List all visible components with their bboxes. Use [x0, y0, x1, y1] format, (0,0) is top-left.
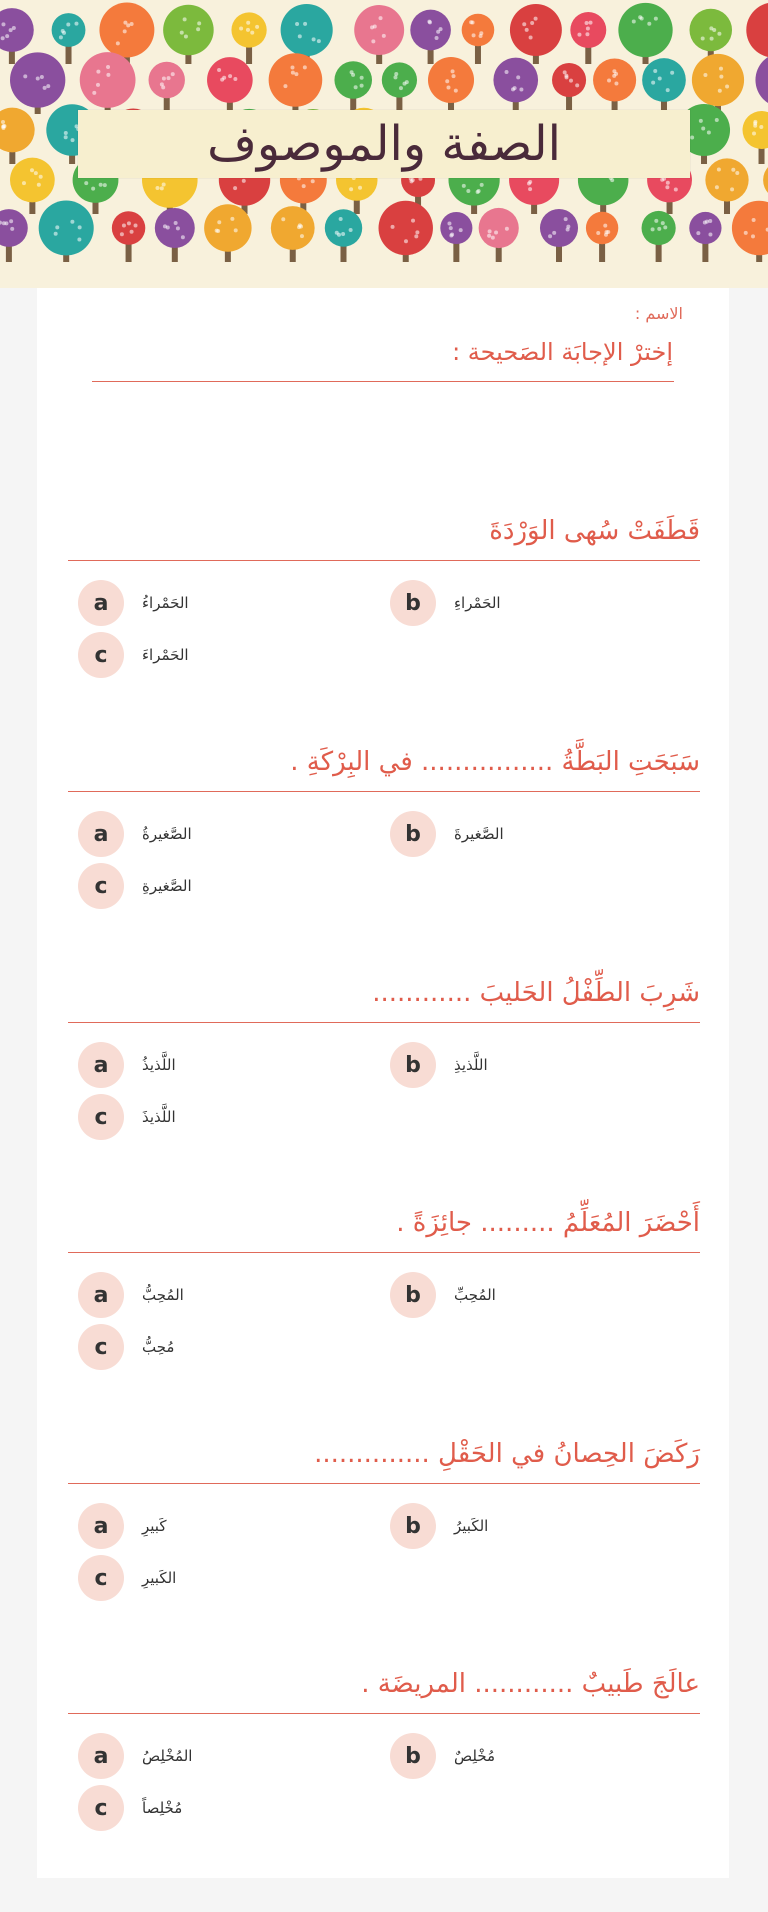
option-label: الحَمْراءِ — [454, 594, 501, 612]
option-label: المُخْلِصُ — [142, 1747, 193, 1765]
question-text: سَبَحَتِ البَطَّةُ ................ في البِرْكَةِ . — [290, 747, 700, 777]
question-divider — [68, 1252, 700, 1253]
option-label: مُخْلِصٌ — [454, 1747, 496, 1765]
instruction-divider — [92, 381, 674, 382]
option-label: اللَّذيذَ — [142, 1108, 176, 1126]
option-a[interactable] — [78, 1272, 184, 1318]
option-a[interactable] — [78, 811, 192, 857]
option-a[interactable] — [78, 1503, 166, 1549]
option-letter: c — [78, 632, 124, 678]
question-divider — [68, 1022, 700, 1023]
option-label: الصَّغيرةِ — [142, 877, 192, 895]
option-label: الكَبيرِ — [142, 1569, 177, 1587]
option-label: المُحِبِّ — [454, 1286, 496, 1304]
option-a[interactable] — [78, 1733, 192, 1779]
option-letter: b — [390, 811, 436, 857]
question-text: شَرِبَ الطِّفْلُ الحَليبَ ............ — [372, 978, 700, 1008]
option-letter: b — [390, 1042, 436, 1088]
page-title: الصفة والموصوف — [207, 116, 561, 172]
option-b[interactable] — [390, 811, 504, 857]
option-letter: c — [78, 1555, 124, 1601]
question-text: قَطَفَتْ سُهى الوَرْدَةَ — [489, 516, 700, 546]
option-letter: b — [390, 580, 436, 626]
option-letter: b — [390, 1272, 436, 1318]
question-divider — [68, 1713, 700, 1714]
title-box — [78, 110, 690, 178]
option-letter: a — [78, 1733, 124, 1779]
option-label: الصَّغيرةُ — [142, 825, 192, 843]
option-label: الصَّغيرةَ — [454, 825, 504, 843]
option-c[interactable] — [78, 863, 192, 909]
option-letter: c — [78, 1324, 124, 1370]
option-letter: a — [78, 580, 124, 626]
question-text: أَحْضَرَ المُعَلِّمُ ......... جائِزَةً . — [396, 1208, 700, 1238]
option-letter: b — [390, 1733, 436, 1779]
name-label: الاسم : — [634, 304, 683, 323]
option-c[interactable] — [78, 1555, 176, 1601]
option-a[interactable] — [78, 580, 189, 626]
instruction: إخترْ الإجابَة الصَحيحة : — [452, 338, 673, 366]
option-letter: c — [78, 1094, 124, 1140]
option-label: المُحِبُّ — [142, 1286, 184, 1304]
option-c[interactable] — [78, 1785, 182, 1831]
option-label: مُخْلِصاً — [142, 1799, 183, 1817]
option-letter: c — [78, 1785, 124, 1831]
option-a[interactable] — [78, 1042, 176, 1088]
question-text: عالَجَ طَبيبٌ ............ المريضَة . — [361, 1669, 700, 1699]
option-letter: a — [78, 1042, 124, 1088]
option-b[interactable] — [390, 1042, 488, 1088]
option-c[interactable] — [78, 1094, 176, 1140]
option-label: الحَمْراءُ — [142, 594, 189, 612]
question-text: رَكَضَ الحِصانُ في الحَقْلِ .............. — [314, 1439, 700, 1469]
option-c[interactable] — [78, 1324, 174, 1370]
option-letter: c — [78, 863, 124, 909]
option-b[interactable] — [390, 1733, 495, 1779]
option-label: اللَّذيذِ — [454, 1056, 488, 1074]
option-letter: b — [390, 1503, 436, 1549]
option-label: اللَّذيذُ — [142, 1056, 176, 1074]
header-banner — [0, 0, 768, 288]
option-b[interactable] — [390, 1503, 488, 1549]
option-letter: a — [78, 811, 124, 857]
option-letter: a — [78, 1272, 124, 1318]
question-divider — [68, 1483, 700, 1484]
option-b[interactable] — [390, 1272, 496, 1318]
option-label: الكَبيرُ — [454, 1517, 489, 1535]
option-c[interactable] — [78, 632, 189, 678]
option-b[interactable] — [390, 580, 501, 626]
option-label: الحَمْراءَ — [142, 646, 189, 664]
option-label: كَبيرِ — [142, 1517, 167, 1535]
worksheet — [37, 288, 729, 1878]
question-divider — [68, 560, 700, 561]
question-divider — [68, 791, 700, 792]
option-letter: a — [78, 1503, 124, 1549]
option-label: مُحِبُّ — [142, 1338, 175, 1356]
